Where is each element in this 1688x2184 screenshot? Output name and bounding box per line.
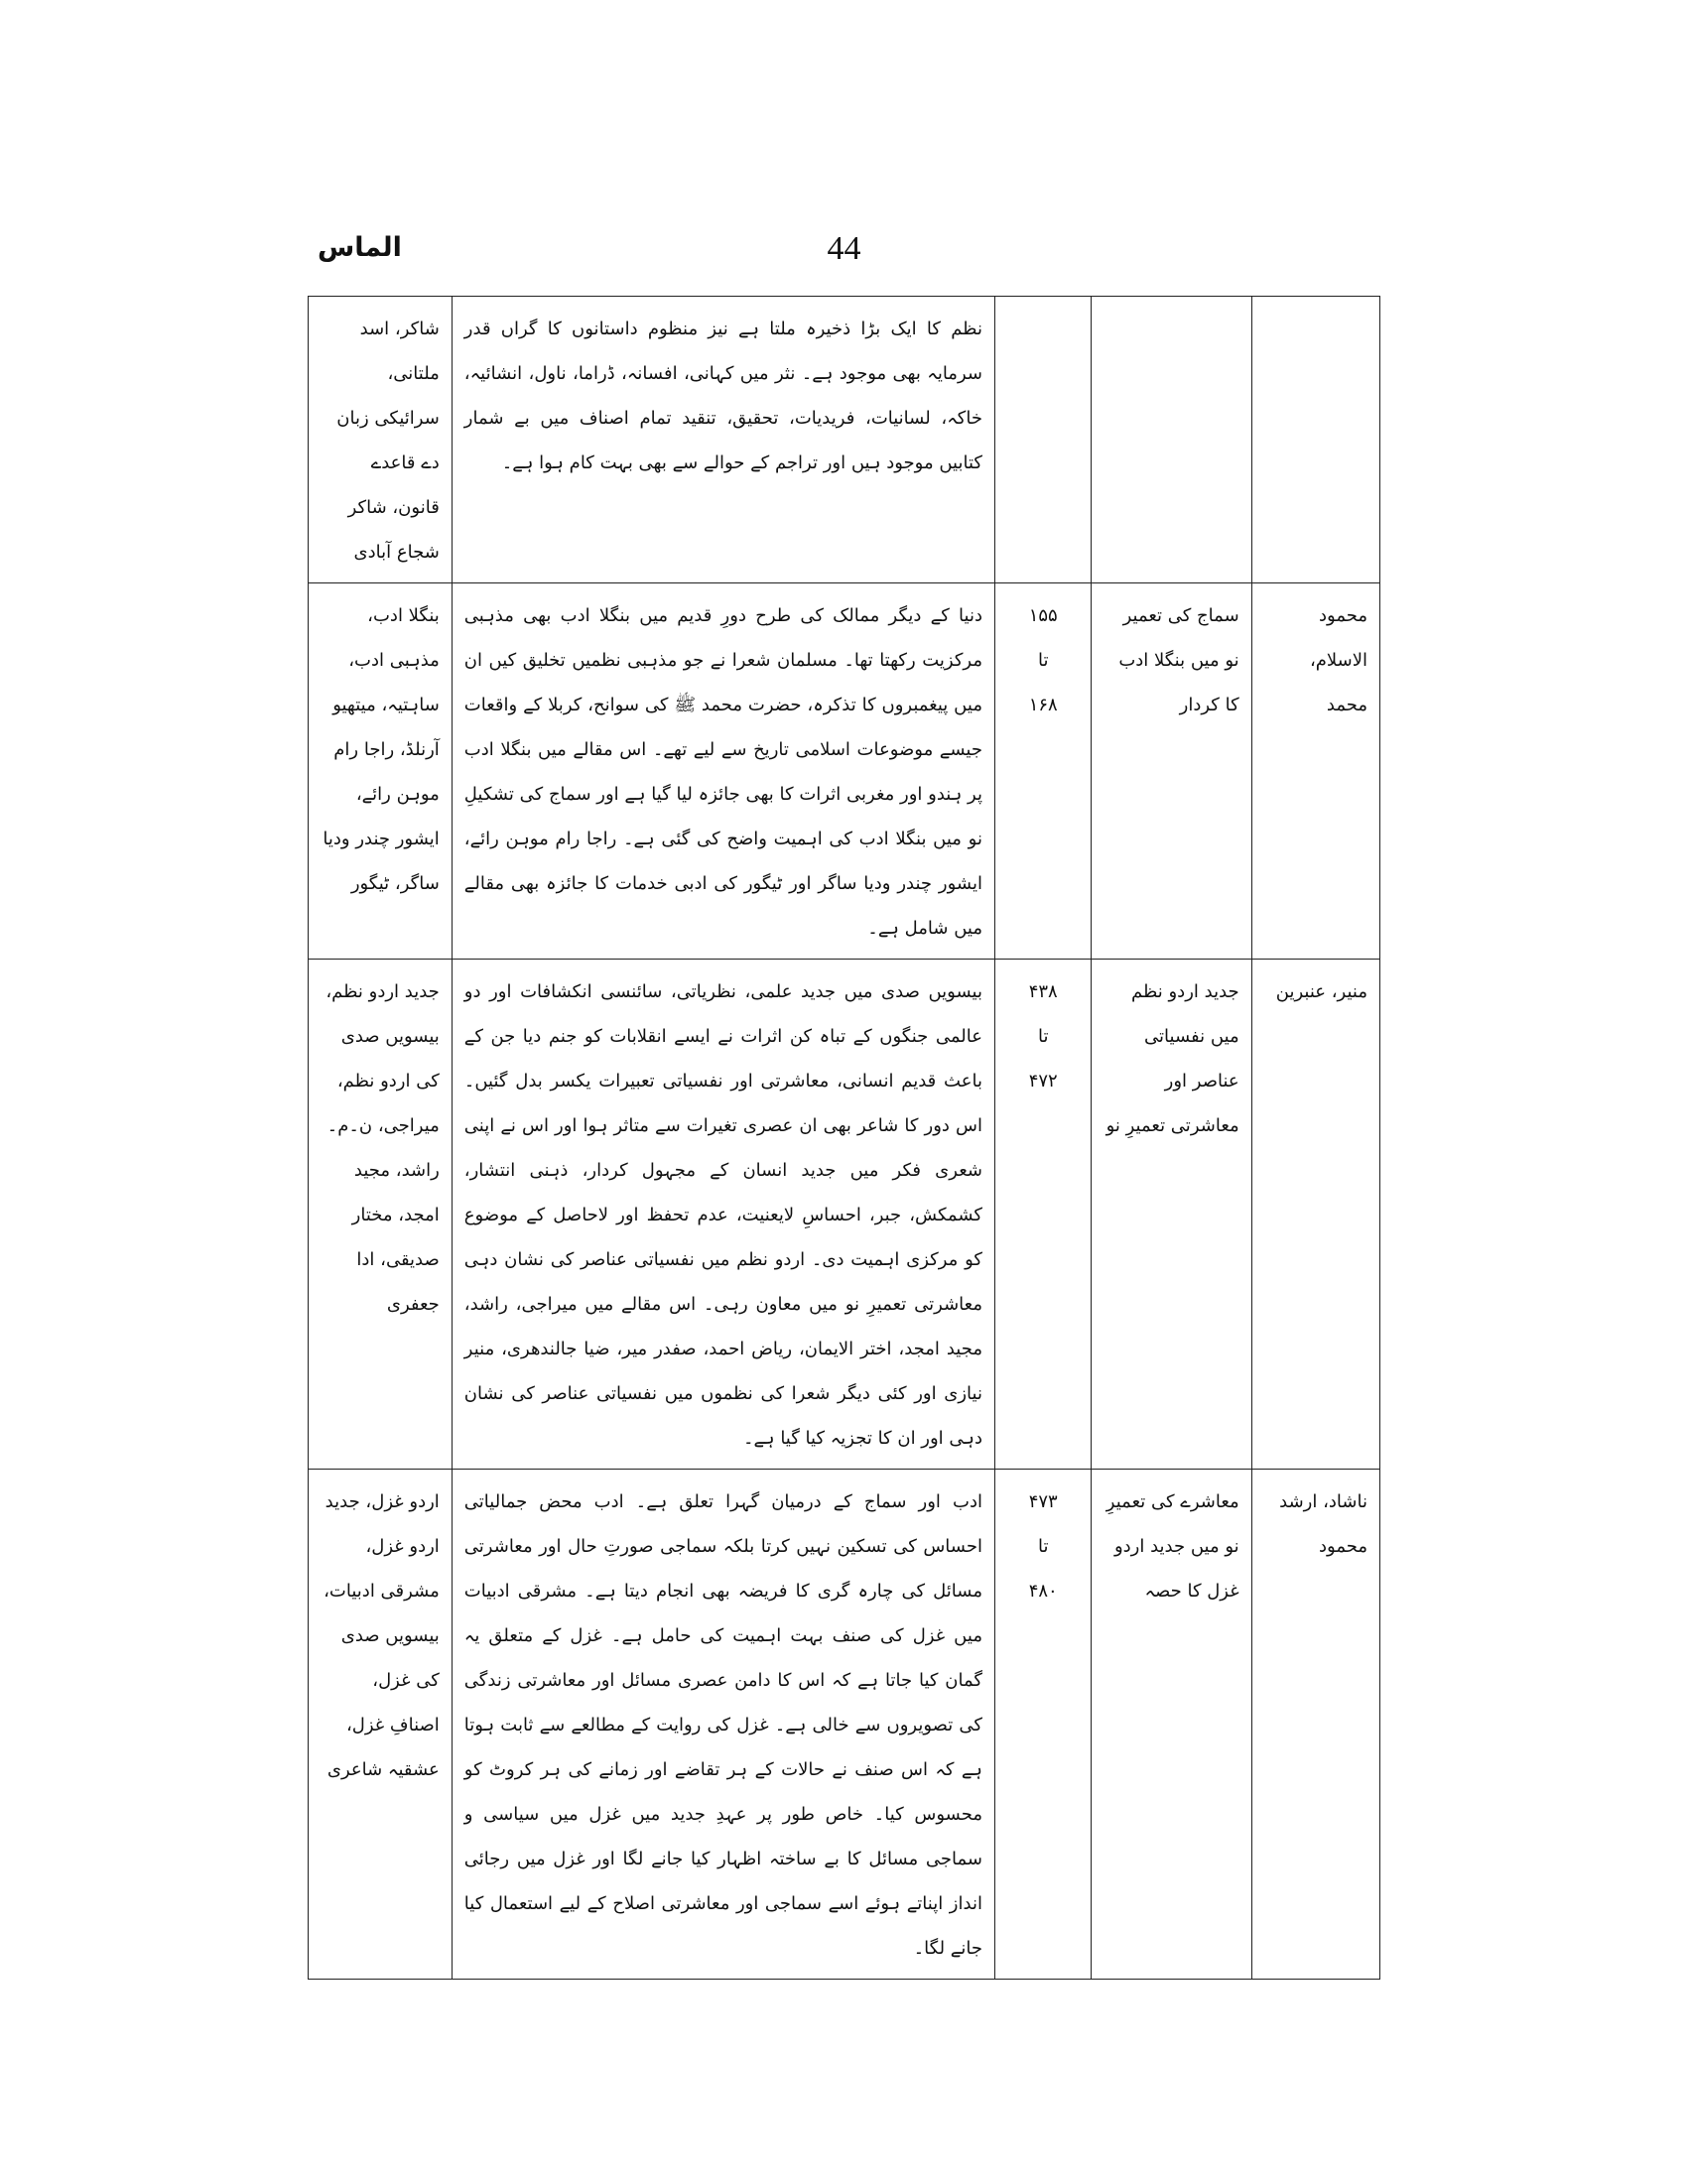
keywords-cell: اردو غزل، جدید اردو غزل، مشرقی ادبیات، بیسویں صدی کی غزل، اصنافِ غزل، عشقیہ شاعری [309,1470,453,1980]
table-row [309,297,1380,583]
title-cell [1092,297,1251,583]
journal-title: الماس [318,232,402,263]
page-start: ۱۵۵ [1028,605,1058,626]
pages-cell [994,297,1092,583]
page-start: ۴۷۳ [1028,1491,1058,1512]
page-header [0,220,1688,280]
page-separator: تا [1037,650,1049,671]
page-end: ۴۷۲ [1028,1071,1058,1092]
table-row [309,583,1380,960]
page-start: ۴۳۸ [1028,981,1058,1002]
title-cell: سماج کی تعمیر نو میں بنگلا ادب کا کردار [1092,583,1251,960]
author-cell [1251,297,1379,583]
pages-cell [994,583,1092,960]
title-cell: جدید اردو نظم میں نفسیاتی عناصر اور معاشرتی تعمیرِ نو [1092,960,1251,1470]
title-cell: معاشرے کی تعمیرِ نو میں جدید اردو غزل کا حصہ [1092,1470,1251,1980]
index-table [308,296,1380,1980]
abstract-cell: بیسویں صدی میں جدید علمی، نظریاتی، سائنسی انکشافات اور دو عالمی جنگوں کے تباہ کن اثرات نے ایسے انقلابات کو جنم دیا جن کے باعث قدیم انسانی، معاشرتی اور نفسیاتی تعبیرات یکسر بدل گئیں۔ اس دور کا شاعر بھی ان عصری تغیرات سے متاثر ہوا اور اس نے اپنی شعری فکر میں جدید انسان کے مجہول کردار، ذہنی انتشار، کشمکش، جبر، احساسِ لایعنیت، عدم تحفظ اور لاحاصل کے موضوع کو مرکزی اہمیت دی۔ اردو نظم میں نفسیاتی عناصر کی نشان دہی معاشرتی تعمیرِ نو میں معاون رہی۔ اس مقالے میں میراجی، راشد، مجید امجد، اختر الایمان، ریاض احمد، صفدر میر، ضیا جالندھری، منیر نیازی اور کئی دیگر شعرا کی نظموں میں نفسیاتی عناصر کی نشان دہی اور ان کا تجزیہ کیا گیا ہے۔ [452,960,994,1470]
table-row [309,960,1380,1470]
page-separator: تا [1037,1026,1049,1047]
keywords-cell: بنگلا ادب، مذہبی ادب، ساہتیہ، میتھیو آرنلڈ، راجا رام موہن رائے، ایشور چندر ودیا ساگر، ٹیگور [309,583,453,960]
page-end: ۱۶۸ [1028,695,1058,715]
table-row [309,1470,1380,1980]
page-number: 44 [827,230,861,267]
keywords-cell: جدید اردو نظم، بیسویں صدی کی اردو نظم، میراجی، ن۔م۔راشد، مجید امجد، مختار صدیقی، ادا جعفری [309,960,453,1470]
page-separator: تا [1037,1536,1049,1557]
page-end: ۴۸۰ [1028,1581,1058,1602]
abstract-cell: نظم کا ایک بڑا ذخیرہ ملتا ہے نیز منظوم داستانوں کا گراں قدر سرمایہ بھی موجود ہے۔ نثر میں کہانی، افسانہ، ڈراما، ناول، انشائیہ، خاکہ، لسانیات، فریدیات، تحقیق، تنقید تمام اصناف میں بے شمار کتابیں موجود ہیں اور تراجم کے حوالے سے بھی بہت کام ہوا ہے۔ [452,297,994,583]
pages-cell [994,960,1092,1470]
author-cell: ناشاد، ارشد محمود [1251,1470,1379,1980]
pages-cell [994,1470,1092,1980]
author-cell: منیر، عنبرین [1251,960,1379,1470]
author-cell: محمود الاسلام، محمد [1251,583,1379,960]
abstract-cell: دنیا کے دیگر ممالک کی طرح دورِ قدیم میں بنگلا ادب بھی مذہبی مرکزیت رکھتا تھا۔ مسلمان شعرا نے جو مذہبی نظمیں تخلیق کیں ان میں پیغمبروں کا تذکرہ، حضرت محمد ﷺ کی سوانح، کربلا کے واقعات جیسے موضوعات اسلامی تاریخ سے لیے تھے۔ اس مقالے میں بنگلا ادب پر ہندو اور مغربی اثرات کا بھی جائزہ لیا گیا ہے اور سماج کی تشکیلِ نو میں بنگلا ادب کی اہمیت واضح کی گئی ہے۔ راجا رام موہن رائے، ایشور چندر ودیا ساگر اور ٹیگور کی ادبی خدمات کا جائزہ بھی مقالے میں شامل ہے۔ [452,583,994,960]
keywords-cell: شاکر، اسد ملتانی، سرائیکی زبان دے قاعدے قانون، شاکر شجاع آبادی [309,297,453,583]
abstract-cell: ادب اور سماج کے درمیان گہرا تعلق ہے۔ ادب محض جمالیاتی احساس کی تسکین نہیں کرتا بلکہ سماجی صورتِ حال اور معاشرتی مسائل کی چارہ گری کا فریضہ بھی انجام دیتا ہے۔ مشرقی ادبیات میں غزل کی صنف بہت اہمیت کی حامل ہے۔ غزل کے متعلق یہ گمان کیا جاتا ہے کہ اس کا دامن عصری مسائل اور معاشرتی زندگی کی تصویروں سے خالی ہے۔ غزل کی روایت کے مطالعے سے ثابت ہوتا ہے کہ اس صنف نے حالات کے ہر تقاضے اور زمانے کی ہر کروٹ کو محسوس کیا۔ خاص طور پر عہدِ جدید میں غزل میں سیاسی و سماجی مسائل کا بے ساختہ اظہار کیا جانے لگا اور غزل میں رجائی انداز اپناتے ہوئے اسے سماجی اور معاشرتی اصلاح کے لیے استعمال کیا جانے لگا۔ [452,1470,994,1980]
